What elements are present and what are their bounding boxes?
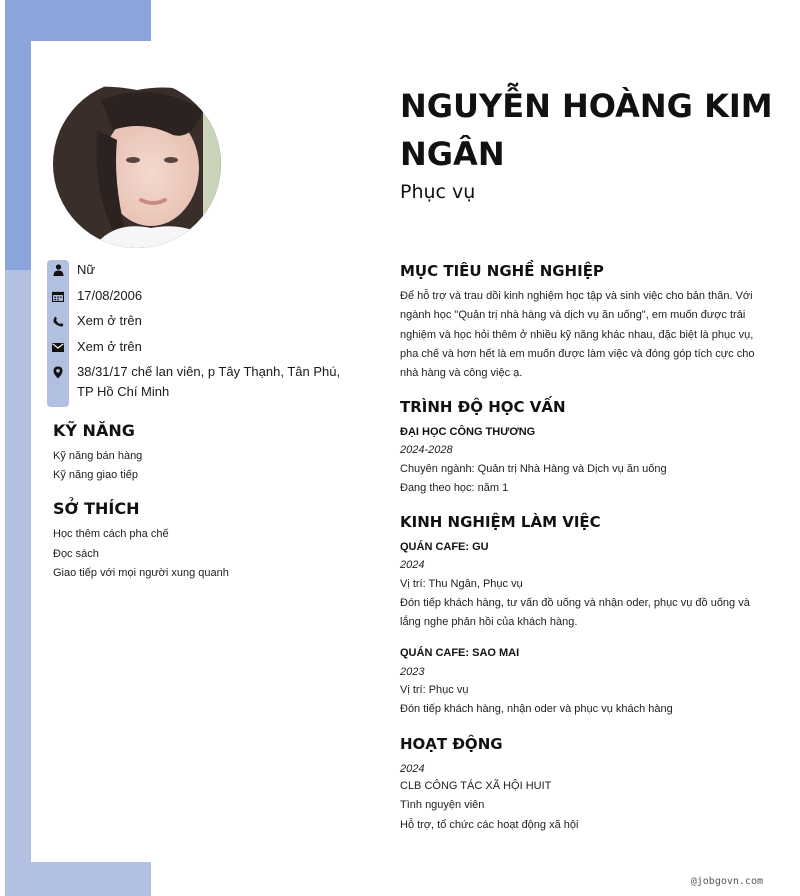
objective-text: Để hỗ trợ và trau dồi kinh nghiệm học tập và sinh việc cho bản thân. Với ngành học "Quản trị nhà hàng và dịch vụ ăn uống", em muốn được trải nghiệm và học hỏi thêm ở nhiều kỹ năng khác nhau, đặc biệt là phục vụ, pha chế và hơn hết là em muốn được làm việc và đóng góp tích cực cho nhà hàng và công việc ạ.	[400, 290, 755, 380]
phone-icon	[47, 311, 69, 331]
candidate-name: NGUYỄN HOÀNG KIM NGÂN	[400, 87, 773, 173]
activity-org: CLB CÔNG TÁC XÃ HỘI HUIT	[400, 780, 552, 792]
job-company: QUÁN CAFE: SAO MAI	[400, 647, 520, 659]
activity-description: Hỗ trợ, tổ chức các hoạt động xã hội	[400, 819, 579, 831]
contact-phone	[47, 311, 367, 331]
experience-heading: KINH NGHIỆM LÀM VIỆC	[400, 513, 601, 531]
calendar-icon	[47, 286, 69, 306]
education-school: ĐẠI HỌC CÔNG THƯƠNG	[400, 426, 536, 438]
job-description: Đón tiếp khách hàng, nhận oder và phục vụ khách hàng	[400, 703, 673, 715]
job-year: 2023	[400, 666, 425, 678]
hobby-item: Giao tiếp với mọi người xung quanh	[53, 567, 229, 579]
avatar	[53, 80, 221, 248]
education-major: Chuyên ngành: Quản trị Nhà Hàng và Dịch vụ ăn uống	[400, 463, 667, 475]
contact-gender	[47, 260, 367, 280]
job-year: 2024	[400, 559, 425, 571]
gender-text: Nữ	[77, 262, 96, 277]
address-text: 38/31/17 chế lan viên, p Tây Thạnh, Tân Phú, TP Hồ Chí Minh	[77, 364, 341, 399]
skill-item: Kỹ năng giao tiếp	[53, 469, 139, 481]
activities-heading: HOẠT ĐỘNG	[400, 735, 503, 753]
candidate-role: Phục vụ	[400, 181, 476, 203]
education-period: 2024-2028	[400, 444, 453, 456]
job-position: Vị trí: Thu Ngân, Phục vụ	[400, 578, 523, 590]
birthday-text: 17/08/2006	[77, 288, 143, 303]
activity-role: Tình nguyện viên	[400, 799, 485, 811]
skill-item: Kỹ năng bán hàng	[53, 450, 143, 462]
watermark: @jobgovn.com	[690, 876, 763, 887]
skills-heading: KỸ NĂNG	[53, 421, 135, 440]
phone-text: Xem ở trên	[77, 313, 142, 328]
mail-icon	[47, 337, 69, 357]
education-heading: TRÌNH ĐỘ HỌC VẤN	[400, 398, 566, 416]
person-icon	[47, 260, 69, 280]
hobbies-heading: SỞ THÍCH	[53, 499, 140, 518]
hobby-item: Đọc sách	[53, 548, 99, 560]
education-status: Đang theo học: năm 1	[400, 482, 509, 494]
contact-birthday	[47, 286, 367, 306]
location-pin-icon	[47, 362, 69, 382]
contact-address	[47, 362, 347, 402]
hobby-item: Học thêm cách pha chế	[53, 528, 169, 540]
objective-heading: MỤC TIÊU NGHỀ NGHIỆP	[400, 262, 604, 280]
activity-year: 2024	[400, 763, 425, 775]
job-description: Đón tiếp khách hàng, tư vấn đồ uống và nhận oder, phục vụ đồ uống và lắng nghe phản hồi của khách hàng.	[400, 597, 750, 628]
contact-email	[47, 337, 367, 357]
job-company: QUÁN CAFE: GU	[400, 541, 489, 553]
email-text: Xem ở trên	[77, 339, 142, 354]
job-position: Vị trí: Phục vụ	[400, 684, 469, 696]
